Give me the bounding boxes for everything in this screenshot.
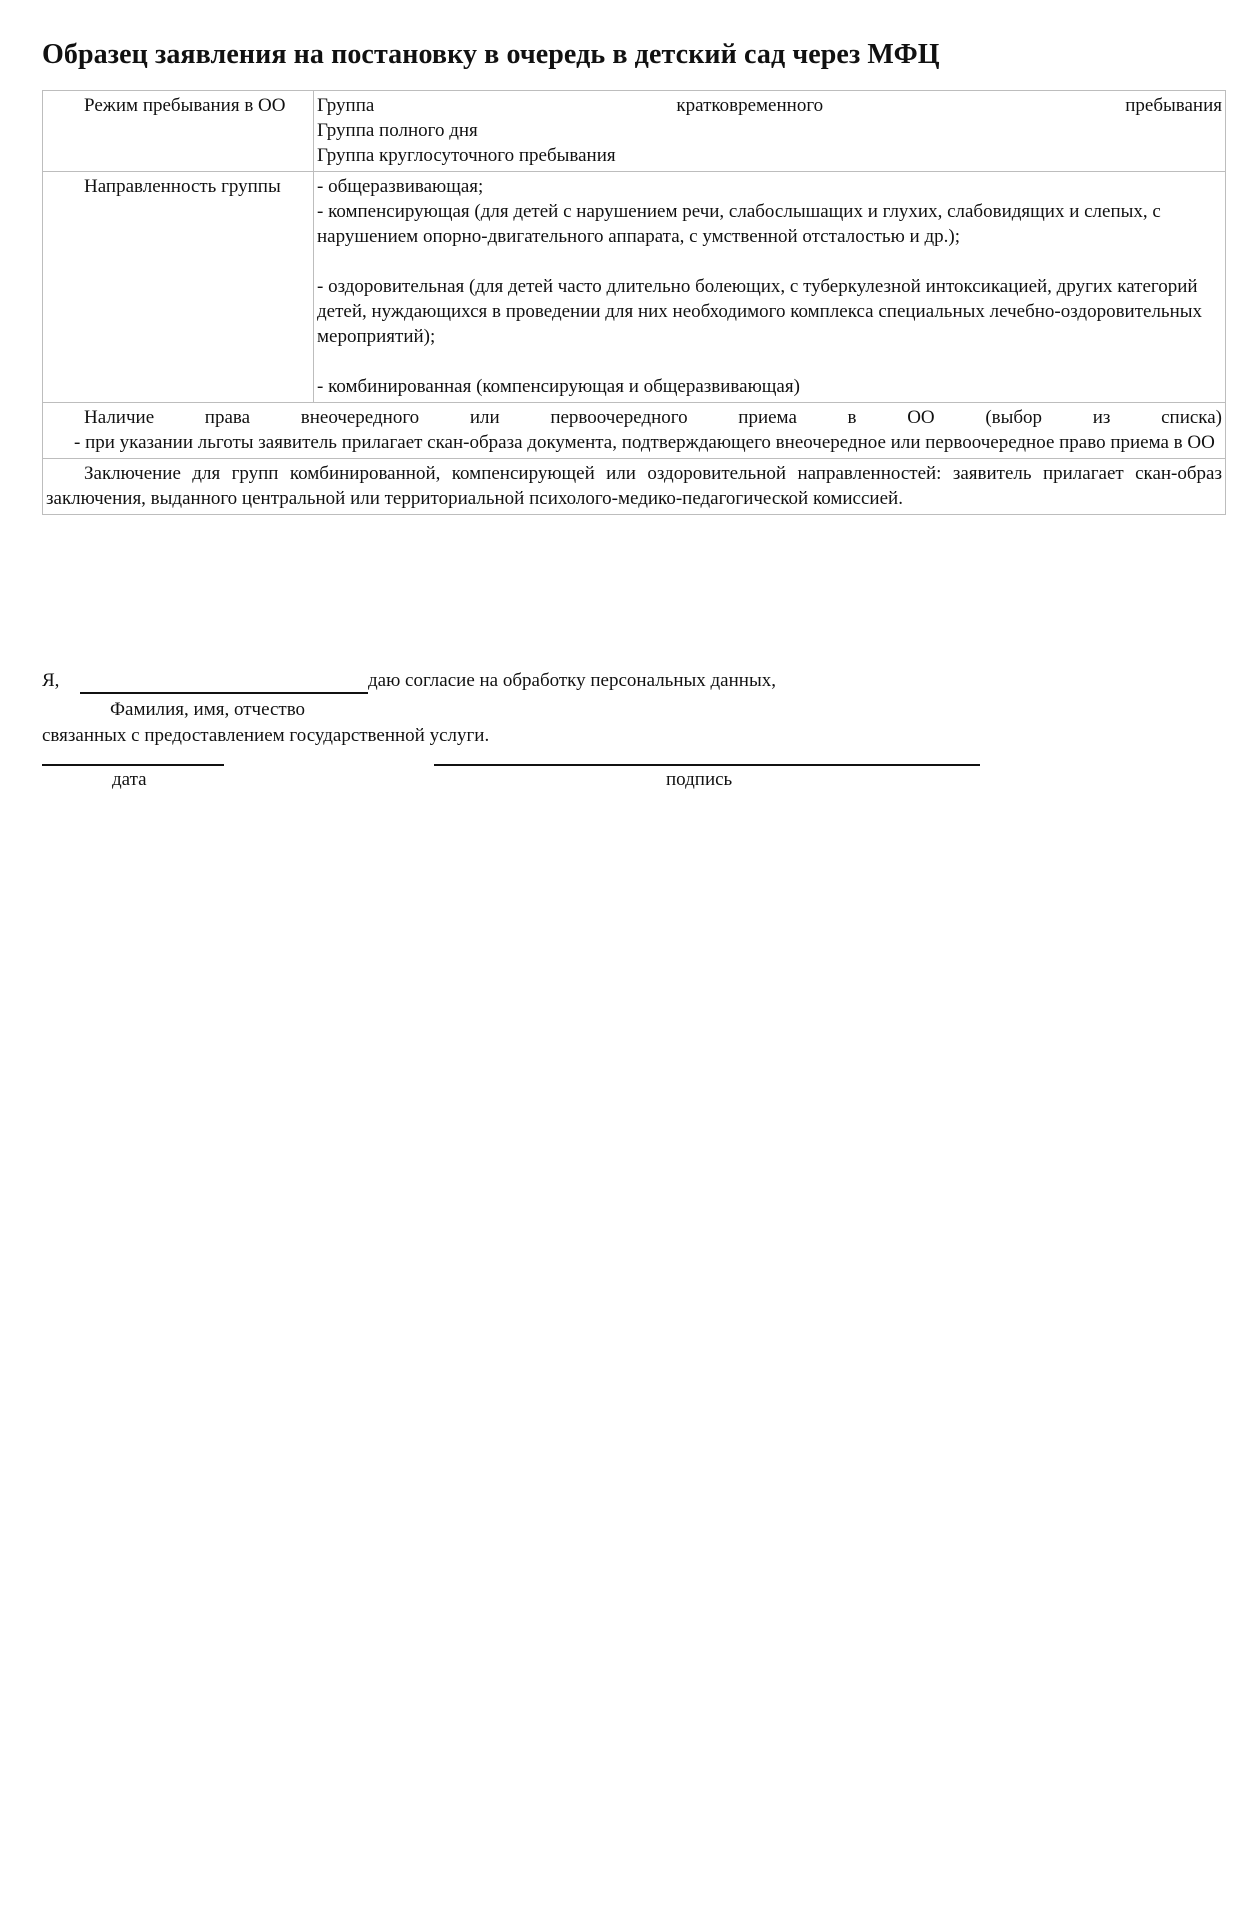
- consent-prefix: Я,: [42, 670, 60, 691]
- group-focus-item: - общеразвивающая;: [317, 176, 484, 197]
- priority-right-heading: Наличие права внеочередного или первоочередного приема в ОО (выбор из списка): [84, 407, 1222, 428]
- date-blank-line: [42, 764, 224, 766]
- application-table: [42, 90, 1226, 515]
- table-row-priority-right: [43, 403, 1226, 459]
- document-title: Образец заявления на постановку в очередь в детский сад через МФЦ: [42, 39, 940, 70]
- stay-mode-label-cell: [43, 91, 314, 172]
- group-focus-label: Направленность группы: [84, 176, 281, 197]
- conclusion-cell: [43, 459, 1226, 515]
- table-row-conclusion: [43, 459, 1226, 515]
- signature-blank-line: [434, 764, 980, 766]
- group-focus-item: - комбинированная (компенсирующая и общеразвивающая): [317, 376, 800, 397]
- table-row-stay-mode: [43, 91, 1226, 172]
- stay-mode-option: Группа кратковременного пребывания: [317, 95, 1222, 116]
- stay-mode-label: Режим пребывания в ОО: [84, 95, 286, 116]
- conclusion-text: Заключение для групп комбинированной, компенсирующей или оздоровительной направленностей: заявитель прилагает скан-образ заключения, выданного центральной или территориальной психолого-медико-педагогической комиссией.: [46, 463, 1222, 509]
- table-row-group-focus: [43, 172, 1226, 403]
- priority-right-note: - при указании льготы заявитель прилагает скан-образа документа, подтверждающего внеочередное или первоочередное право приема в ОО: [74, 432, 1215, 453]
- spacer: [317, 349, 1222, 374]
- date-caption: дата: [112, 769, 147, 790]
- fio-caption: Фамилия, имя, отчество: [110, 699, 306, 720]
- stay-mode-option: Группа круглосуточного пребывания: [317, 145, 616, 166]
- document-page: [42, 38, 1226, 515]
- group-focus-label-cell: [43, 172, 314, 403]
- priority-right-cell: [43, 403, 1226, 459]
- spacer: [317, 249, 1222, 274]
- stay-mode-option: Группа полного дня: [317, 120, 478, 141]
- group-focus-options-cell: [314, 172, 1226, 403]
- group-focus-item: - компенсирующая (для детей с нарушением речи, слабослышащих и глухих, слабовидящих и слепых, с нарушением опорно-двигательного аппарата, с умственной отсталостью и др.);: [317, 201, 1161, 247]
- consent-agree-text: даю согласие на обработку персональных данных,: [368, 670, 776, 691]
- stay-mode-options-cell: [314, 91, 1226, 172]
- group-focus-item: - оздоровительная (для детей часто длительно болеющих, с туберкулезной интоксикацией, других категорий детей, нуждающихся в проведении для них необходимого комплекса специальных лечебно-оздоровительных мероприятий);: [317, 276, 1203, 347]
- fio-blank-line: [80, 692, 368, 694]
- consent-related-text: связанных с предоставлением государственной услуги.: [42, 725, 490, 746]
- signature-caption: подпись: [666, 769, 733, 790]
